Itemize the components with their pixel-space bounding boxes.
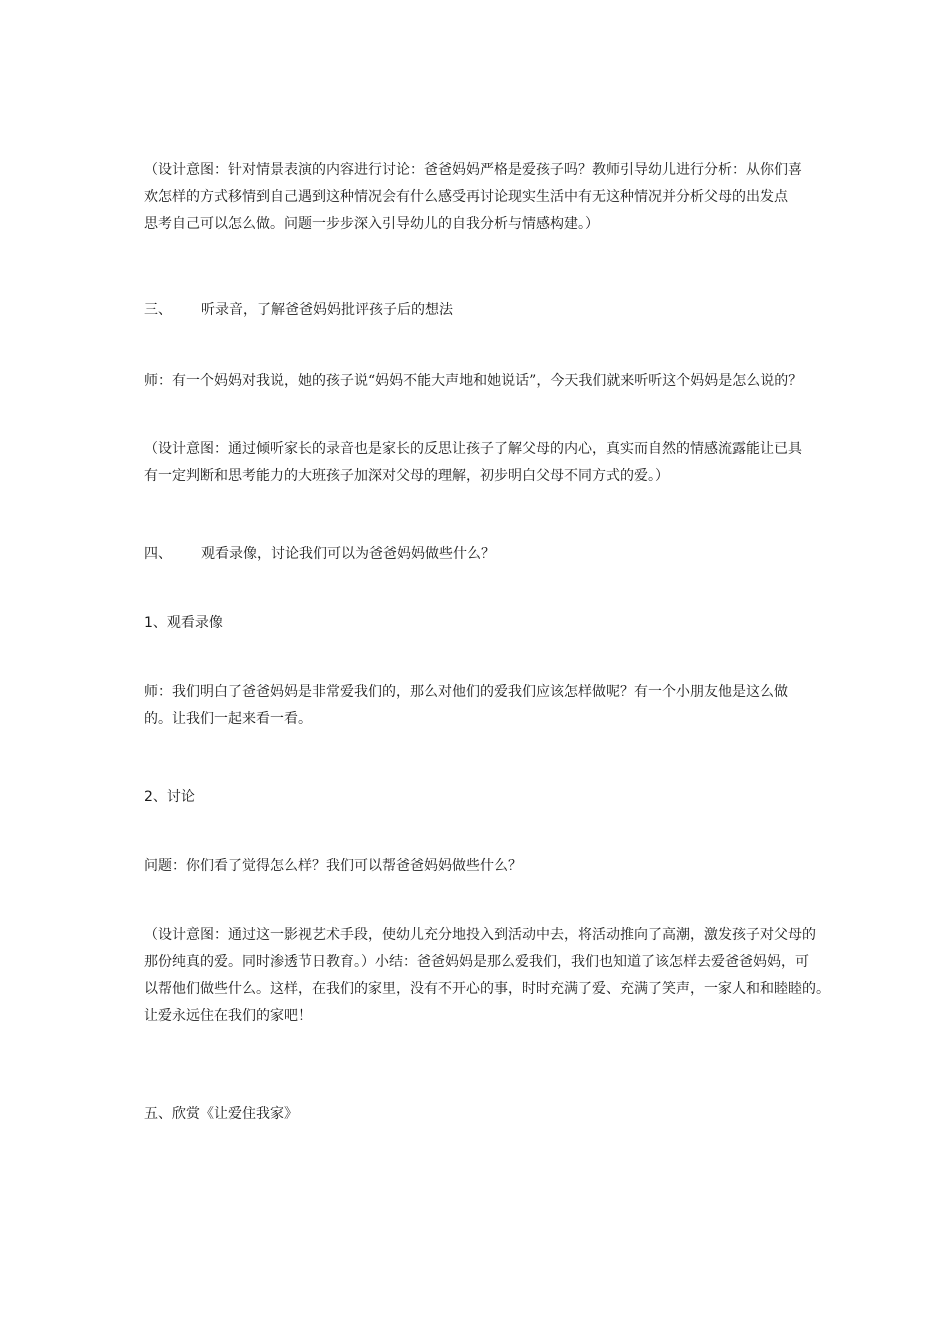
section-title: 五、欣赏《让爱住我家》 bbox=[144, 1106, 298, 1122]
subsection-number: 1 bbox=[144, 615, 153, 631]
design-intent-paragraph-3 bbox=[144, 922, 830, 1030]
text-line: 师：我们明白了爸爸妈妈是非常爱我们的，那么对他们的爱我们应该怎样做呢？有一个小朋友他是这么做 bbox=[144, 684, 788, 700]
subsection-title: 、观看录像 bbox=[152, 615, 223, 631]
section-heading-3 bbox=[144, 297, 453, 324]
design-intent-paragraph-2 bbox=[144, 436, 812, 490]
text-line: 思考自己可以怎么做。问题一步步深入引导幼儿的自我分析与情感构建。） bbox=[144, 216, 599, 232]
subsection-title: 、讨论 bbox=[152, 789, 195, 805]
section-title: 观看录像，讨论我们可以为爸爸妈妈做些什么？ bbox=[201, 546, 495, 562]
text-line: （设计意图：通过这一影视艺术手段，使幼儿充分地投入到活动中去，将活动推向了高潮，激发孩子对父母的 bbox=[144, 927, 816, 943]
section-heading-4 bbox=[144, 541, 495, 568]
text-line: 以帮他们做些什么。这样，在我们的家里，没有不开心的事，时时充满了爱、充满了笑声，一家人和和睦睦的。 bbox=[144, 981, 830, 997]
subsection-number: 2 bbox=[144, 789, 153, 805]
teacher-paragraph-1 bbox=[144, 368, 824, 395]
section-title: 听录音，了解爸爸妈妈批评孩子后的想法 bbox=[201, 302, 453, 318]
text-line: 问题：你们看了觉得怎么样？我们可以帮爸爸妈妈做些什么？ bbox=[144, 858, 522, 874]
text-line: 师：有一个妈妈对我说，她的孩子说“妈妈不能大声地和她说话”，今天我们就来听听这个妈妈是怎么说的？ bbox=[144, 373, 803, 389]
text-line: 欢怎样的方式移情到自己遇到这种情况会有什么感受再讨论现实生活中有无这种情况并分析父母的出发点 bbox=[144, 189, 788, 205]
section-number: 四、 bbox=[144, 546, 172, 562]
text-line: 那份纯真的爱。同时渗透节日教育。）小结：爸爸妈妈是那么爱我们，我们也知道了该怎样去爱爸爸妈妈，可 bbox=[144, 954, 809, 970]
subsection-heading-1 bbox=[144, 610, 223, 637]
text-line: 有一定判断和思考能力的大班孩子加深对父母的理解，初步明白父母不同方式的爱。） bbox=[144, 468, 669, 484]
design-intent-paragraph-1 bbox=[144, 157, 812, 238]
question-paragraph bbox=[144, 853, 812, 880]
text-line: （设计意图：针对情景表演的内容进行讨论：爸爸妈妈严格是爱孩子吗？教师引导幼儿进行分析：从你们喜 bbox=[144, 162, 802, 178]
section-number: 三、 bbox=[144, 302, 172, 318]
subsection-heading-2 bbox=[144, 784, 195, 811]
text-line: （设计意图：通过倾听家长的录音也是家长的反思让孩子了解父母的内心，真实而自然的情感流露能让已具 bbox=[144, 441, 802, 457]
section-heading-5 bbox=[144, 1101, 298, 1128]
text-line: 的。让我们一起来看一看。 bbox=[144, 711, 312, 727]
teacher-paragraph-2 bbox=[144, 679, 812, 733]
text-line: 让爱永远住在我们的家吧！ bbox=[144, 1008, 312, 1024]
